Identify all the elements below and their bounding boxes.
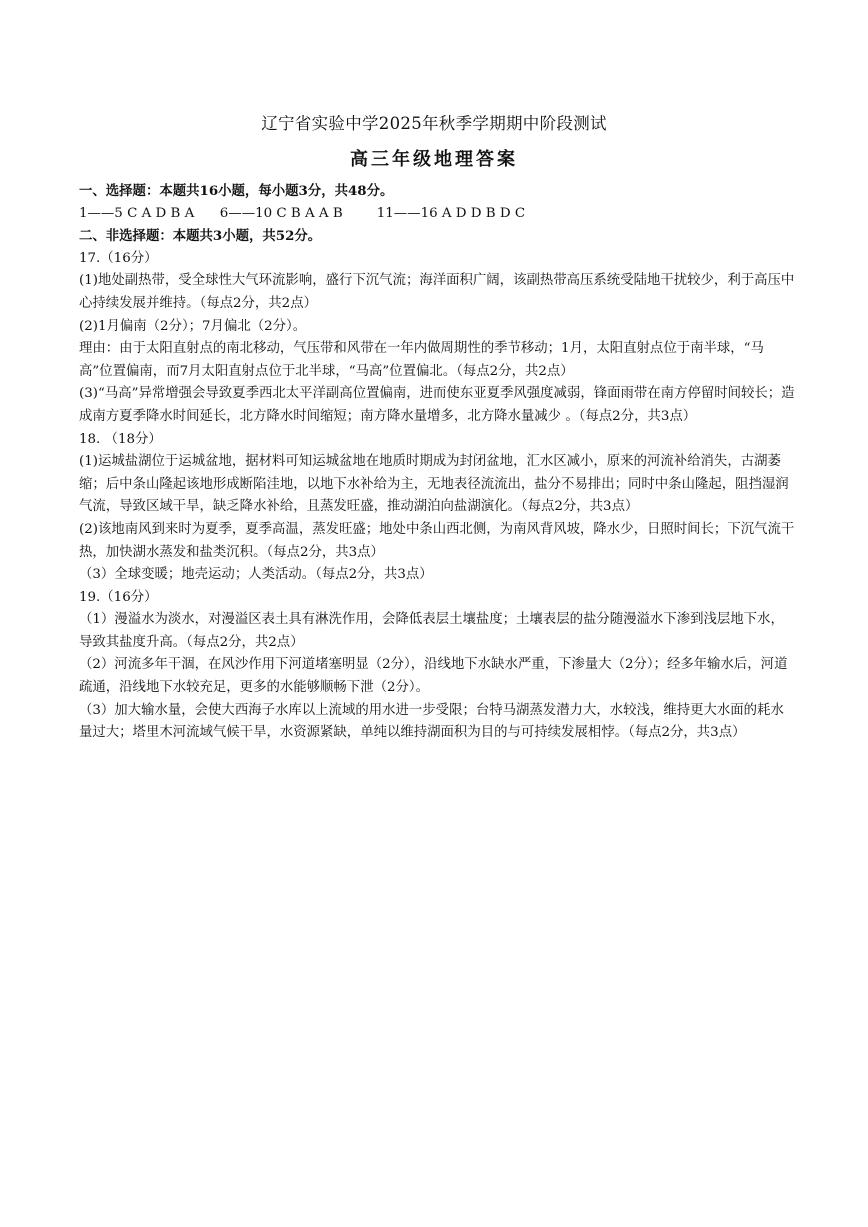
answer-content — [79, 180, 795, 745]
section2-heading: 二、非选择题：本题共3小题，共52分。 — [79, 228, 322, 245]
q18-answer-2: (2)该地南风到来时为夏季，夏季高温，蒸发旺盛；地处中条山西北侧，为南风背风坡，降水少，日照时间长；下沉气流干热，加快湖水蒸发和盐类沉积。（每点2分，共3点） — [79, 521, 795, 560]
q17-answer-3: (3)“马高”异常增强会导致夏季西北太平洋副高位置偏南，进而使东亚夏季风强度减弱，锋面雨带在南方停留时间较长；造成南方夏季降水时间延长，北方降水时间缩短；南方降水量增多，北方降水量减少 。（每点2分，共3点） — [79, 386, 795, 424]
document-title: 辽宁省实验中学2025年秋季学期期中阶段测试 — [261, 114, 607, 133]
document-subtitle: 高三年级地理答案 — [350, 149, 518, 170]
q19-answer-2: （2）河流多年干涸，在风沙作用下河道堵塞明显（2分），沿线地下水缺水严重，下渗量大（2分）；经多年输水后，河道疏通，沿线地下水较充足，更多的水能够顺畅下泄（2分）。 — [79, 657, 788, 696]
q17-answer-1: (1)地处副热带，受全球性大气环流影响，盛行下沉气流；海洋面积广阔，该副热带高压系统受陆地干扰较少，利于高压中心持续发展并维持。（每点2分，共2点） — [79, 273, 795, 311]
q17-reason: 理由：由于太阳直射点的南北移动，气压带和风带在一年内做周期性的季节移动；1月，太阳直射点位于南半球，“马高”位置偏南，而7月太阳直射点位于北半球，“马高”位置偏北。（每点2分，共2点） — [79, 341, 764, 379]
q18-answer-1: (1)运城盐湖位于运城盆地，据材料可知运城盆地在地质时期成为封闭盆地，汇水区减小，原来的河流补给消失，古湖萎缩；后中条山隆起该地形成断陷洼地，以地下水补给为主，无地表径流流出，盐分不易排出；同时中条山隆起，阻挡湿润气流，导致区域干旱，缺乏降水补给，且蒸发旺盛，推动湖泊向盐湖演化。（每点2分，共3点） — [79, 454, 789, 515]
q18-answer-3: （3）全球变暖；地壳运动；人类活动。（每点2分，共3点） — [79, 567, 433, 583]
q17-answer-2: (2)1月偏南（2分）；7月偏北（2分）。 — [79, 318, 307, 334]
q19-answer-3: （3）加大输水量，会使大西海子水库以上流域的用水进一步受限；台特马湖蒸发潜力大，水较浅，维持更大水面的耗水量过大；塔里木河流域气候干旱，水资源紧缺，单纯以维持湖面积为目的与可持续发展相悖。（每点2分，共3点） — [79, 702, 784, 741]
q19-answer-1: （1）漫溢水为淡水，对漫溢区表土具有淋洗作用，会降低表层土壤盐度；土壤表层的盐分随漫溢水下渗到浅层地下水，导致其盐度升高。（每点2分，共2点） — [79, 612, 784, 650]
section1-heading: 一、选择题：本题共16小题，每小题3分，共48分。 — [79, 183, 394, 199]
q18-label: 18. （18分） — [79, 431, 162, 447]
q17-label: 17.（16分） — [79, 250, 158, 266]
choice-answers: 1——5 C A D B A 6——10 C B A A B 11——16 A D D B D C — [79, 205, 526, 221]
q19-label: 19.（16分） — [79, 589, 158, 605]
